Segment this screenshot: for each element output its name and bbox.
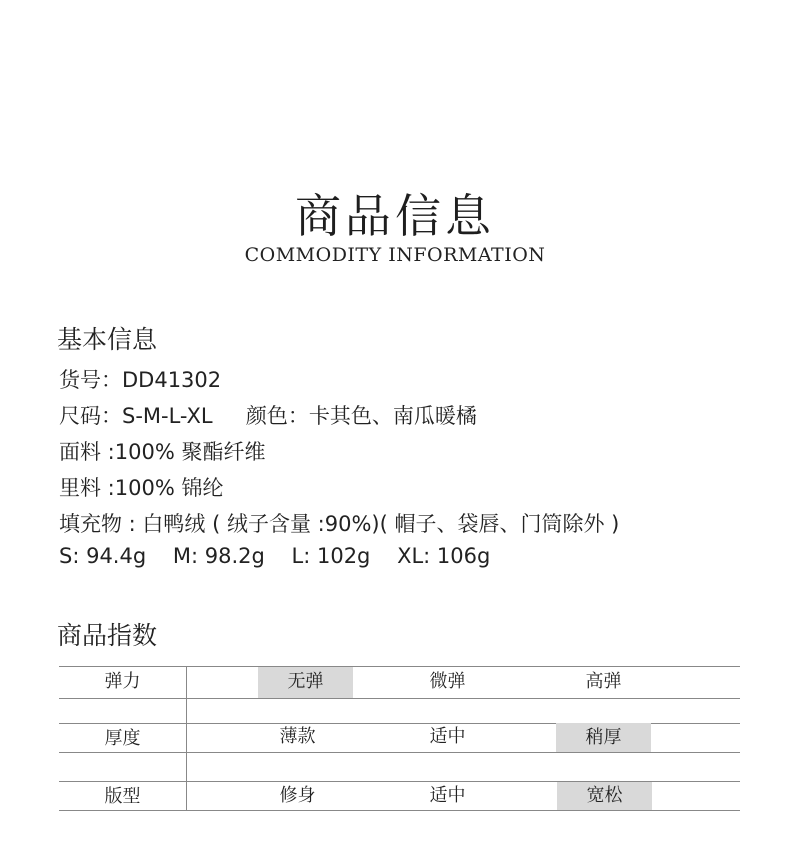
option-high-stretch: 高弹 <box>585 671 622 692</box>
row-label-elasticity: 弹力 <box>104 671 141 692</box>
info-line-weights: S: 94.4g M: 98.2g L: 102g XL: 106g <box>59 544 491 568</box>
basic-info-heading: 基本信息 <box>57 325 158 354</box>
table-divider <box>59 698 740 699</box>
page-title: 商品信息 <box>295 189 495 243</box>
option-slight-stretch: 微弹 <box>429 671 466 692</box>
option-medium-thickness: 适中 <box>429 726 466 747</box>
option-slim: 修身 <box>279 785 316 806</box>
option-slightly-thick: 稍厚 <box>556 723 651 752</box>
option-regular-fit: 适中 <box>429 785 466 806</box>
option-no-stretch: 无弹 <box>258 667 353 698</box>
info-line-item-number: 货号：DD41302 <box>59 368 222 392</box>
row-label-thickness: 厚度 <box>104 728 141 749</box>
info-line-size-color: 尺码：S-M-L-XL 颜色：卡其色、南瓜暖橘 <box>59 404 477 428</box>
row-label-fit: 版型 <box>104 786 141 807</box>
page-subtitle: COMMODITY INFORMATION <box>244 244 546 266</box>
option-thin: 薄款 <box>279 726 316 747</box>
info-line-fabric: 面料 :100% 聚酯纤维 <box>59 440 266 464</box>
info-line-lining: 里料 :100% 锦纶 <box>59 476 224 500</box>
info-line-filling: 填充物 : 白鸭绒 ( 绒子含量 :90%)( 帽子、袋唇、门筒除外 ) <box>59 512 620 536</box>
index-heading: 商品指数 <box>57 621 158 650</box>
option-loose: 宽松 <box>557 782 652 810</box>
table-column-divider <box>186 666 187 811</box>
